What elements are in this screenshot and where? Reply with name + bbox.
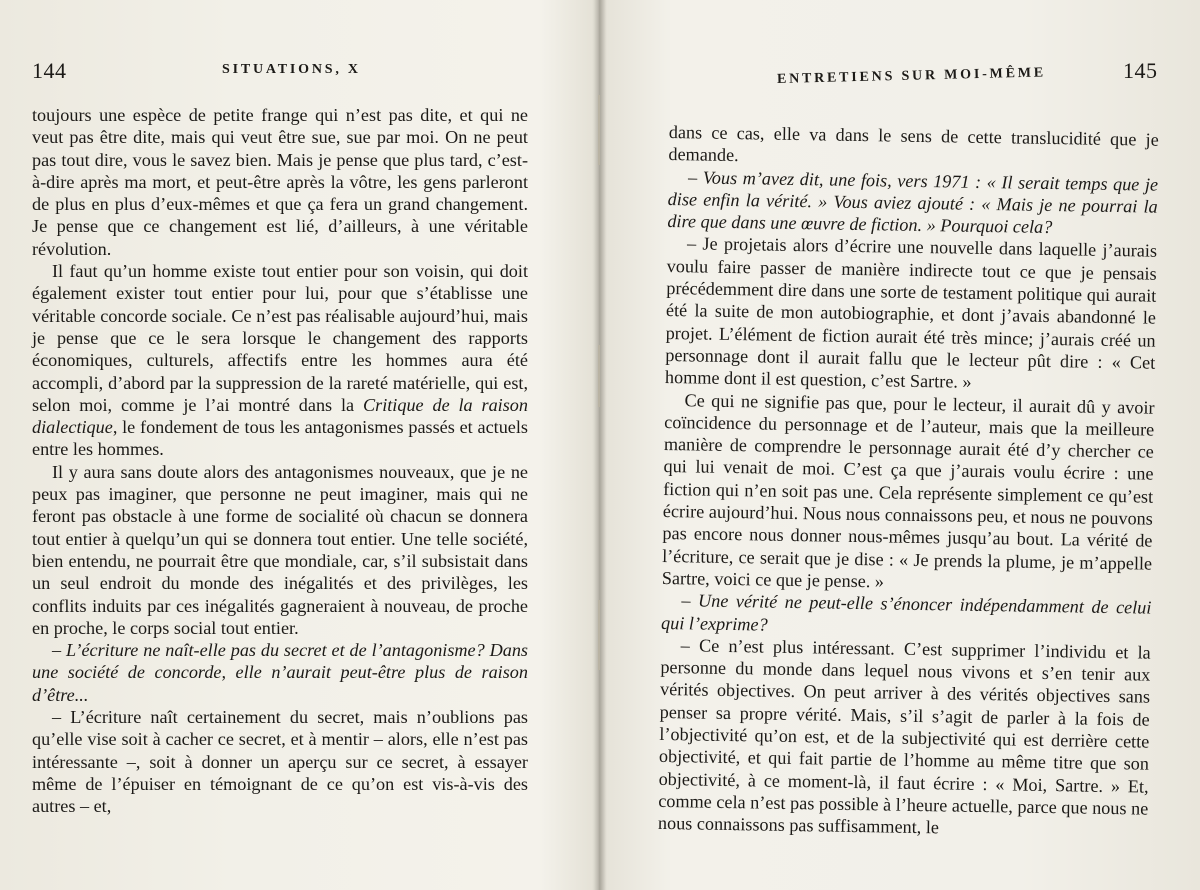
binding-thread bbox=[598, 345, 600, 407]
page-body bbox=[658, 121, 1159, 842]
left-page bbox=[0, 0, 595, 890]
book-title: Critique de la raison dialectique bbox=[32, 394, 528, 438]
running-head: SITUATIONS, X bbox=[222, 62, 361, 77]
interview-question: – L’écriture ne naît-elle pas du secret et de l’antagonisme? Dans une société de concorde, elle n’aurait peut-être plus de raison d’être... bbox=[32, 640, 528, 705]
paragraph: dans ce cas, elle va dans le sens de cette translucidité que je demande. bbox=[668, 121, 1159, 166]
interview-question: – Une vérité ne peut-elle s’énoncer indépendamment de celui qui l’exprime? bbox=[660, 590, 1152, 635]
binding-thread bbox=[598, 600, 600, 670]
paragraph: Il faut qu’un homme existe tout entier pour son voisin, qui doit également exister tout entier pour lui, pour que s’établisse une véritable concorde sociale. Ce n’est pas réalisable aujourd’hui, mais je pense que ce le sera lorsque le changement des rapports économiques, culturels, affectifs entre les hommes aura été accompli, d’abord par la suppression de la rareté matérielle, qui est, selon moi, comme je l’ai montré dans la Critique de la raison dialectique, le fondement de tous les antagonismes passés et actuels entre les hommes. bbox=[32, 261, 528, 460]
page-body bbox=[32, 104, 528, 818]
interview-answer: – Ce n’est plus intéressant. C’est supprimer l’individu et la personne du monde dans lequel nous vivons et s’en tenir aux vérités objectives. On peut arriver à des vérités objectives sans penser sa propre vérité. Mais, s’il s’agit de parler à la fois de l’objectivité qu’on est, et de la subjectivité qui est derrière cette objectivité, et qui fait partie de l’homme au même titre que son objectivité, à ce moment-là, il faut écrire : « Moi, Sartre. » Et, comme cela n’est pas possible à l’heure actuelle, parce que nous ne nous connaissons pas suffisamment, le bbox=[657, 635, 1151, 838]
binding-thread bbox=[598, 95, 600, 165]
running-head: ENTRETIENS SUR MOI-MÊME bbox=[776, 65, 1047, 87]
page-number: 144 bbox=[32, 58, 67, 83]
interview-question: – Vous m’avez dit, une fois, vers 1971 : « Il serait temps que je dise enfin la vérité. » Vous aviez ajouté : « Mais je ne pourrai la dire que dans une œuvre de fiction. » Pourquoi cela? bbox=[667, 166, 1159, 238]
page-number: 145 bbox=[1123, 58, 1158, 83]
paragraph: Ce qui ne signifie pas que, pour le lecteur, il aurait dû y avoir coïncidence du personnage et de l’auteur, mais que la meilleure manière de comprendre le personnage aurait été d’y chercher ce qui lui venait de moi. C’est ça que j’aurais voulu écrire : une fiction qui n’en soit pas une. Cela représente simplement ce qu’est écrire aujourd’hui. Nous nous connaissons peu, et nous ne pouvons pas encore nous donner nous-mêmes jusqu’au bout. La vérité de l’écriture, ce serait que je dise : « Je prends la plume, je m’appelle Sartre, voici ce que je pense. » bbox=[661, 389, 1155, 592]
paragraph: Il y aura sans doute alors des antagonismes nouveaux, que je ne peux pas imaginer, que personne ne peut imaginer, mais qui ne feront pas obstacle à une forme de socialité où chacun se donnera tout entier à quelqu’un qui se donnera tout entier. Une telle société, bien entendu, ne pourrait être que mondiale, car, s’il subsistait dans un seul endroit du monde des inégalités et des privilèges, les conflits induits par ces inégalités gagneraient à nouveau, de proche en proche, le corps social tout entier. bbox=[32, 461, 528, 638]
interview-answer: – Je projetais alors d’écrire une nouvelle dans laquelle j’aurais voulu faire passer de manière indirecte tout ce que je pensais précédemment dire dans une sorte de testament politique qui aurait été la suite de mon autobiographie, et dont j’avais abandonné le projet. L’élément de fiction aurait été très mince; j’aurais créé un personnage dont il aurait fallu que le lecteur pût dire : « Cet homme dont il est question, c’est Sartre. » bbox=[664, 233, 1158, 393]
interview-answer: – L’écriture naît certainement du secret, mais n’oublions pas qu’elle vise soit à cacher ce secret, et à mentir – alors, elle n’est pas intéressante –, soit à donner un aperçu sur ce secret, à essayer même de l’épuiser en témoignant de ce qu’on est vis-à-vis des autres – et, bbox=[32, 707, 528, 817]
paragraph: toujours une espèce de petite frange qui n’est pas dite, et qui ne veut pas être dite, mais qui veut être sue, sue par moi. On ne peut pas tout dire, vous le savez bien. Mais je pense que plus tard, c’est-à-dire après ma mort, et peut-être après la vôtre, les gens parleront de plus en plus d’eux-mêmes et que ça fera un grand changement. Je pense que ce changement est lié, d’ailleurs, à une véritable révolution. bbox=[32, 105, 528, 259]
right-page bbox=[605, 0, 1200, 890]
